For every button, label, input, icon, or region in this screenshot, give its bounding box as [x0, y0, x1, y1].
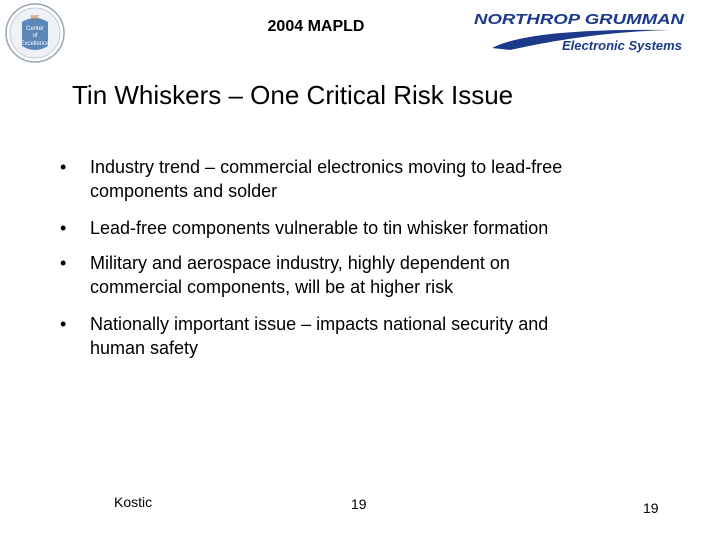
footer-page-number-center: 19 — [351, 496, 367, 512]
bullet-text-line: Lead-free components vulnerable to tin whisker formation — [90, 218, 549, 238]
bullet-item — [58, 155, 698, 203]
northrop-grumman-logo — [470, 8, 710, 56]
bullet-item — [58, 251, 698, 299]
bullet-text-line: human safety — [90, 338, 199, 358]
bullet-dot: • — [60, 157, 67, 177]
bullet-dot: • — [60, 314, 67, 334]
bullet-item — [58, 216, 698, 240]
badge-line1: Center — [25, 26, 45, 32]
bullet-dot: • — [60, 253, 67, 273]
badge-top-text: IMF — [30, 15, 40, 21]
logo-company-text: NORTHROP GRUMMAN — [474, 11, 686, 28]
bullet-dot: • — [60, 218, 67, 238]
bullet-text-line: Military and aerospace industry, highly dependent on — [90, 253, 510, 273]
bullet-text-line: components and solder — [90, 181, 278, 201]
logo-division-text: Electronic Systems — [562, 38, 682, 53]
bullet-item — [58, 312, 698, 360]
bullet-list — [58, 155, 698, 360]
company-logo-icon — [470, 8, 710, 56]
footer-page-number-right: 19 — [643, 500, 659, 516]
bullet-text-line: Industry trend – commercial electronics moving to lead-free — [90, 157, 563, 177]
conference-title: 2004 MAPLD — [267, 18, 365, 35]
bullet-text-line: commercial components, will be at higher risk — [90, 277, 454, 297]
badge-line2: of — [32, 33, 38, 39]
bullet-text-line: Nationally important issue – impacts national security and — [90, 314, 549, 334]
footer-author: Kostic — [114, 494, 153, 510]
badge-line3: Excellence — [20, 41, 50, 47]
slide-title: Tin Whiskers – One Critical Risk Issue — [72, 80, 514, 110]
